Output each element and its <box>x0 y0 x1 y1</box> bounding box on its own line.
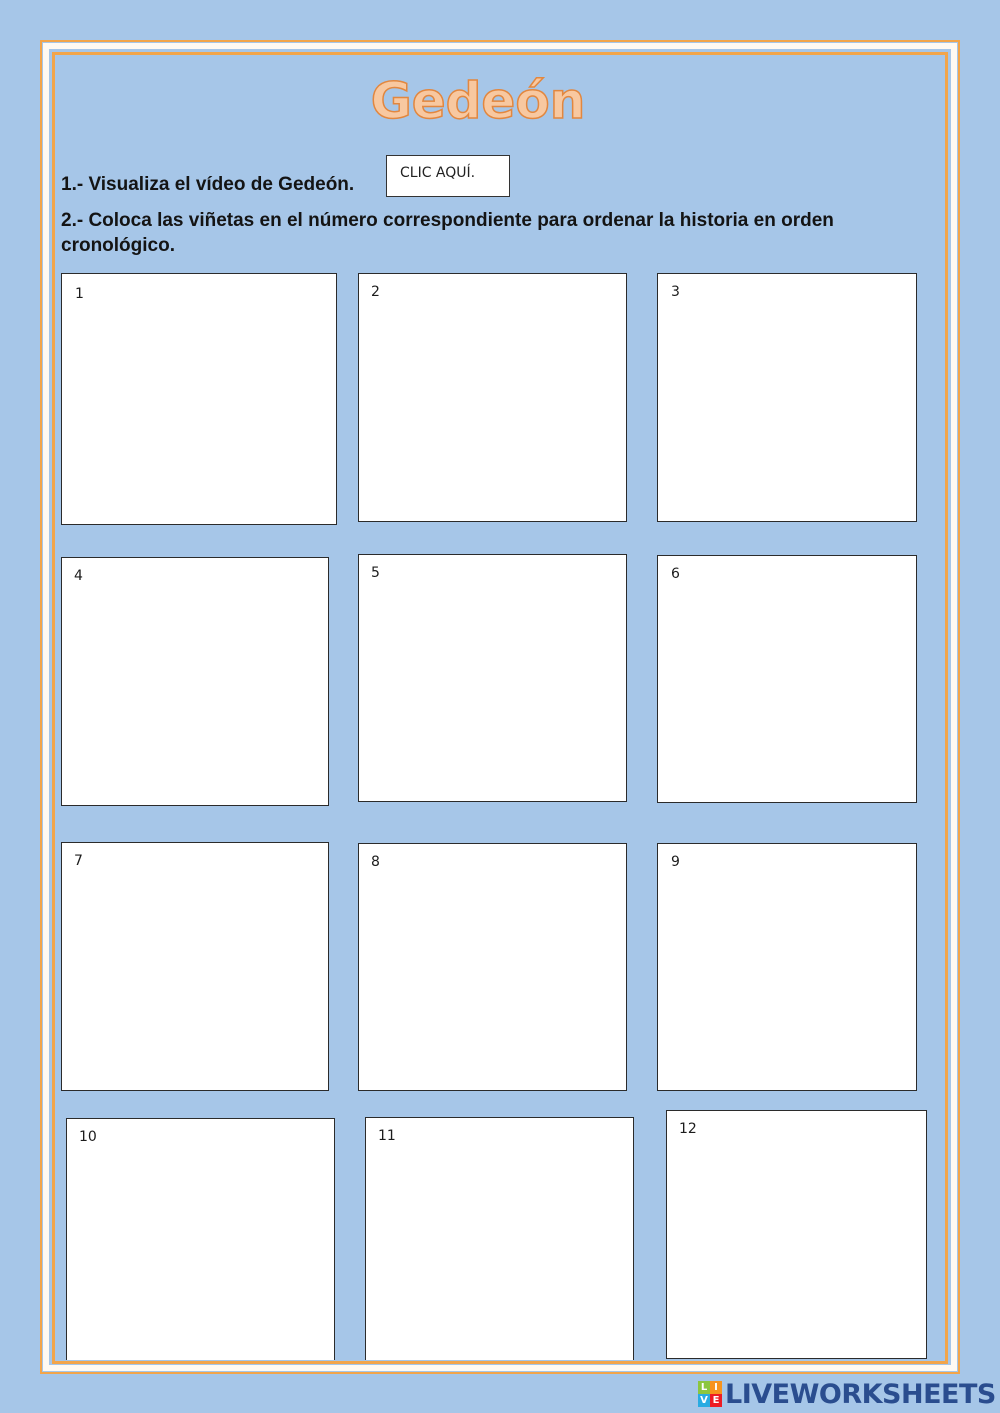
panel-number: 1 <box>75 286 84 302</box>
panel-drop-zone-10[interactable] <box>66 1118 335 1360</box>
logo-letter: I <box>710 1381 722 1394</box>
panel-drop-zone-3[interactable] <box>657 273 917 522</box>
panel-number: 5 <box>371 565 380 581</box>
liveworksheets-logo <box>698 1378 996 1410</box>
panel-drop-zone-1[interactable] <box>61 273 337 525</box>
logo-letter: E <box>710 1394 722 1407</box>
page-title: Gedeón <box>370 72 586 130</box>
panel-drop-zone-7[interactable] <box>61 842 329 1091</box>
panel-drop-zone-8[interactable] <box>358 843 627 1091</box>
video-link-button[interactable]: CLIC AQUÍ. <box>386 155 510 197</box>
panel-number: 4 <box>74 568 83 584</box>
panel-drop-zone-12[interactable] <box>666 1110 927 1359</box>
panel-drop-zone-2[interactable] <box>358 273 627 522</box>
panel-drop-zone-5[interactable] <box>358 554 627 802</box>
panel-number: 10 <box>79 1129 97 1145</box>
panel-number: 7 <box>74 853 83 869</box>
panel-drop-zone-4[interactable] <box>61 557 329 806</box>
panel-number: 12 <box>679 1121 697 1137</box>
panel-number: 8 <box>371 854 380 870</box>
panel-number: 9 <box>671 854 680 870</box>
panel-number: 6 <box>671 566 680 582</box>
instruction-step-2: 2.- Coloca las viñetas en el número correspondiente para ordenar la historia en orden cronológico. <box>61 210 834 256</box>
panel-number: 3 <box>671 284 680 300</box>
panel-drop-zone-9[interactable] <box>657 843 917 1091</box>
liveworksheets-icon <box>698 1381 722 1407</box>
brand-name: LIVEWORKSHEETS <box>725 1378 996 1410</box>
logo-letter: L <box>698 1381 710 1394</box>
panel-drop-zone-11[interactable] <box>365 1117 634 1360</box>
instruction-step-1: 1.- Visualiza el vídeo de Gedeón. <box>61 174 355 195</box>
logo-letter: V <box>698 1394 710 1407</box>
panel-number: 2 <box>371 284 380 300</box>
panel-number: 11 <box>378 1128 396 1144</box>
panel-drop-zone-6[interactable] <box>657 555 917 803</box>
